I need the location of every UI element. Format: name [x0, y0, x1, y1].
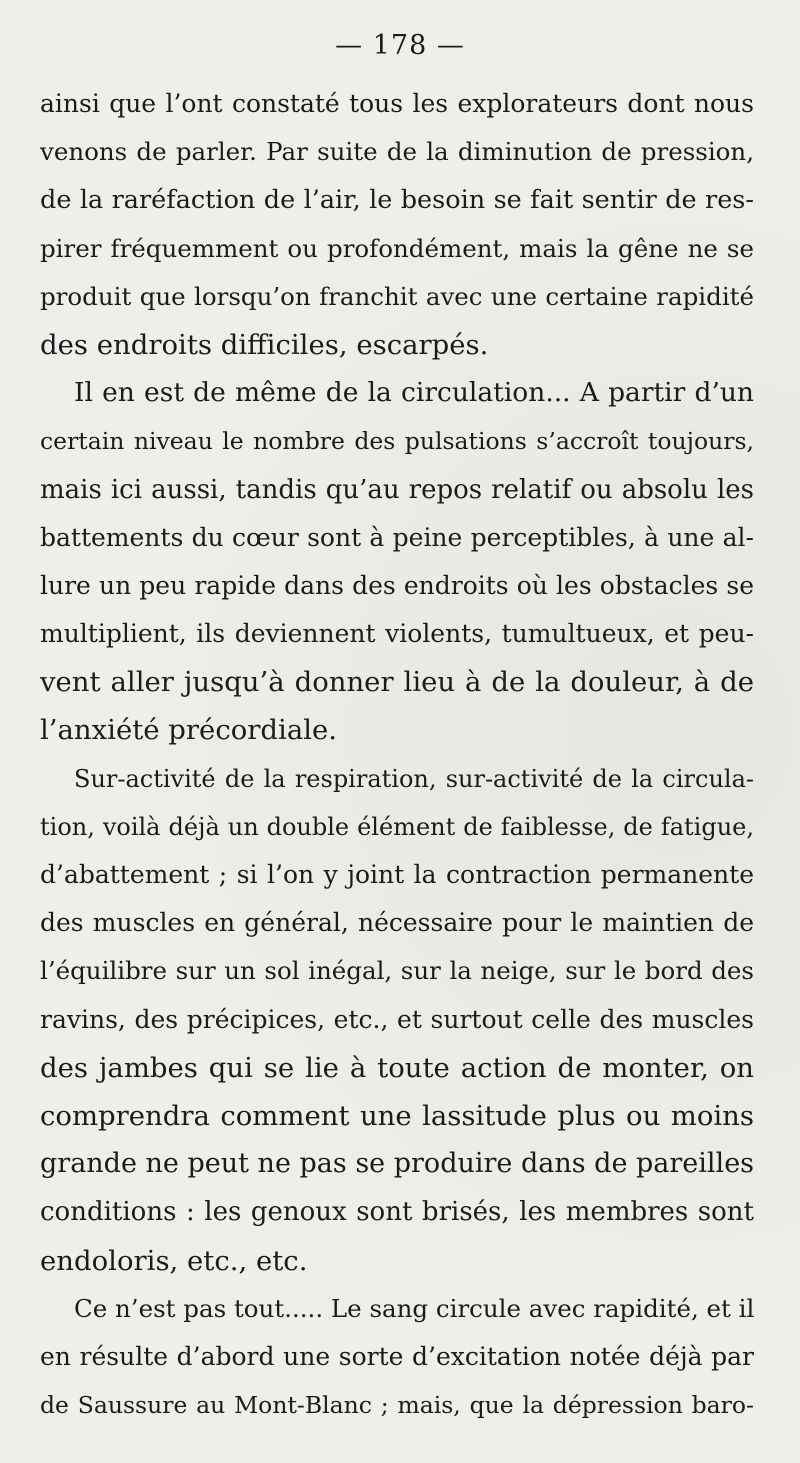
text-line: Il en est de même de la circulation... A partir d’un	[74, 377, 754, 409]
text-line: en résulte d’abord une sorte d’excitation notée déjà par	[40, 1341, 754, 1371]
paragraph-2	[40, 369, 754, 755]
paragraph-3	[40, 755, 754, 1285]
text-line: de la raréfaction de l’air, le besoin se fait sentir de res-	[40, 185, 754, 216]
page-number: — 178 —	[335, 30, 465, 61]
text-line: venons de parler. Par suite de la diminution de pression,	[40, 137, 754, 167]
text-line: tion, voilà déjà un double élément de faiblesse, de fatigue,	[40, 812, 754, 841]
text-line: des muscles en général, nécessaire pour le maintien de	[40, 908, 754, 938]
text-line: lure un peu rapide dans des endroits où les obstacles se	[40, 570, 754, 600]
text-line: mais ici aussi, tandis qu’au repos relatif ou absolu les	[40, 474, 754, 505]
paragraph-1	[40, 80, 754, 369]
paragraph-4	[40, 1285, 754, 1430]
text-line: des jambes qui se lie à toute action de monter, on	[40, 1051, 754, 1084]
text-line: certain niveau le nombre des pulsations s’accroît toujours,	[40, 427, 754, 456]
text-line: Ce n’est pas tout..... Le sang circule avec rapidité, et il	[74, 1293, 754, 1323]
text-line: de Saussure au Mont-Blanc ; mais, que la dépression baro-	[40, 1391, 754, 1420]
text-line: ainsi que l’ont constaté tous les explorateurs dont nous	[40, 89, 754, 118]
text-line: conditions : les genoux sont brisés, les membres sont	[40, 1197, 754, 1228]
text-line: Sur-activité de la respiration, sur-activité de la circula-	[74, 764, 754, 793]
text-line: produit que lorsqu’on franchit avec une certaine rapidité	[40, 281, 754, 311]
text-line: des endroits difficiles, escarpés.	[40, 328, 489, 361]
text-line: d’abattement ; si l’on y joint la contraction permanente	[40, 860, 754, 889]
text-line: comprendra comment une lassitude plus ou moins	[40, 1099, 754, 1132]
text-line: grande ne peut ne pas se produire dans de pareilles	[40, 1148, 754, 1180]
text-line: endoloris, etc., etc.	[40, 1244, 308, 1277]
text-line: l’équilibre sur un sol inégal, sur la neige, sur le bord des	[40, 956, 754, 986]
text-line: vent aller jusqu’à donner lieu à de la douleur, à de	[40, 666, 754, 699]
text-line: ravins, des précipices, etc., et surtout celle des muscles	[40, 1004, 754, 1034]
text-line: pirer fréquemment ou profondément, mais la gêne ne se	[40, 233, 754, 263]
text-line: battements du cœur sont à peine perceptibles, à une al-	[40, 522, 754, 552]
text-line: l’anxiété précordiale.	[40, 714, 338, 747]
text-line: multiplient, ils deviennent violents, tumultueux, et peu-	[40, 619, 754, 649]
page-body	[40, 80, 754, 1429]
